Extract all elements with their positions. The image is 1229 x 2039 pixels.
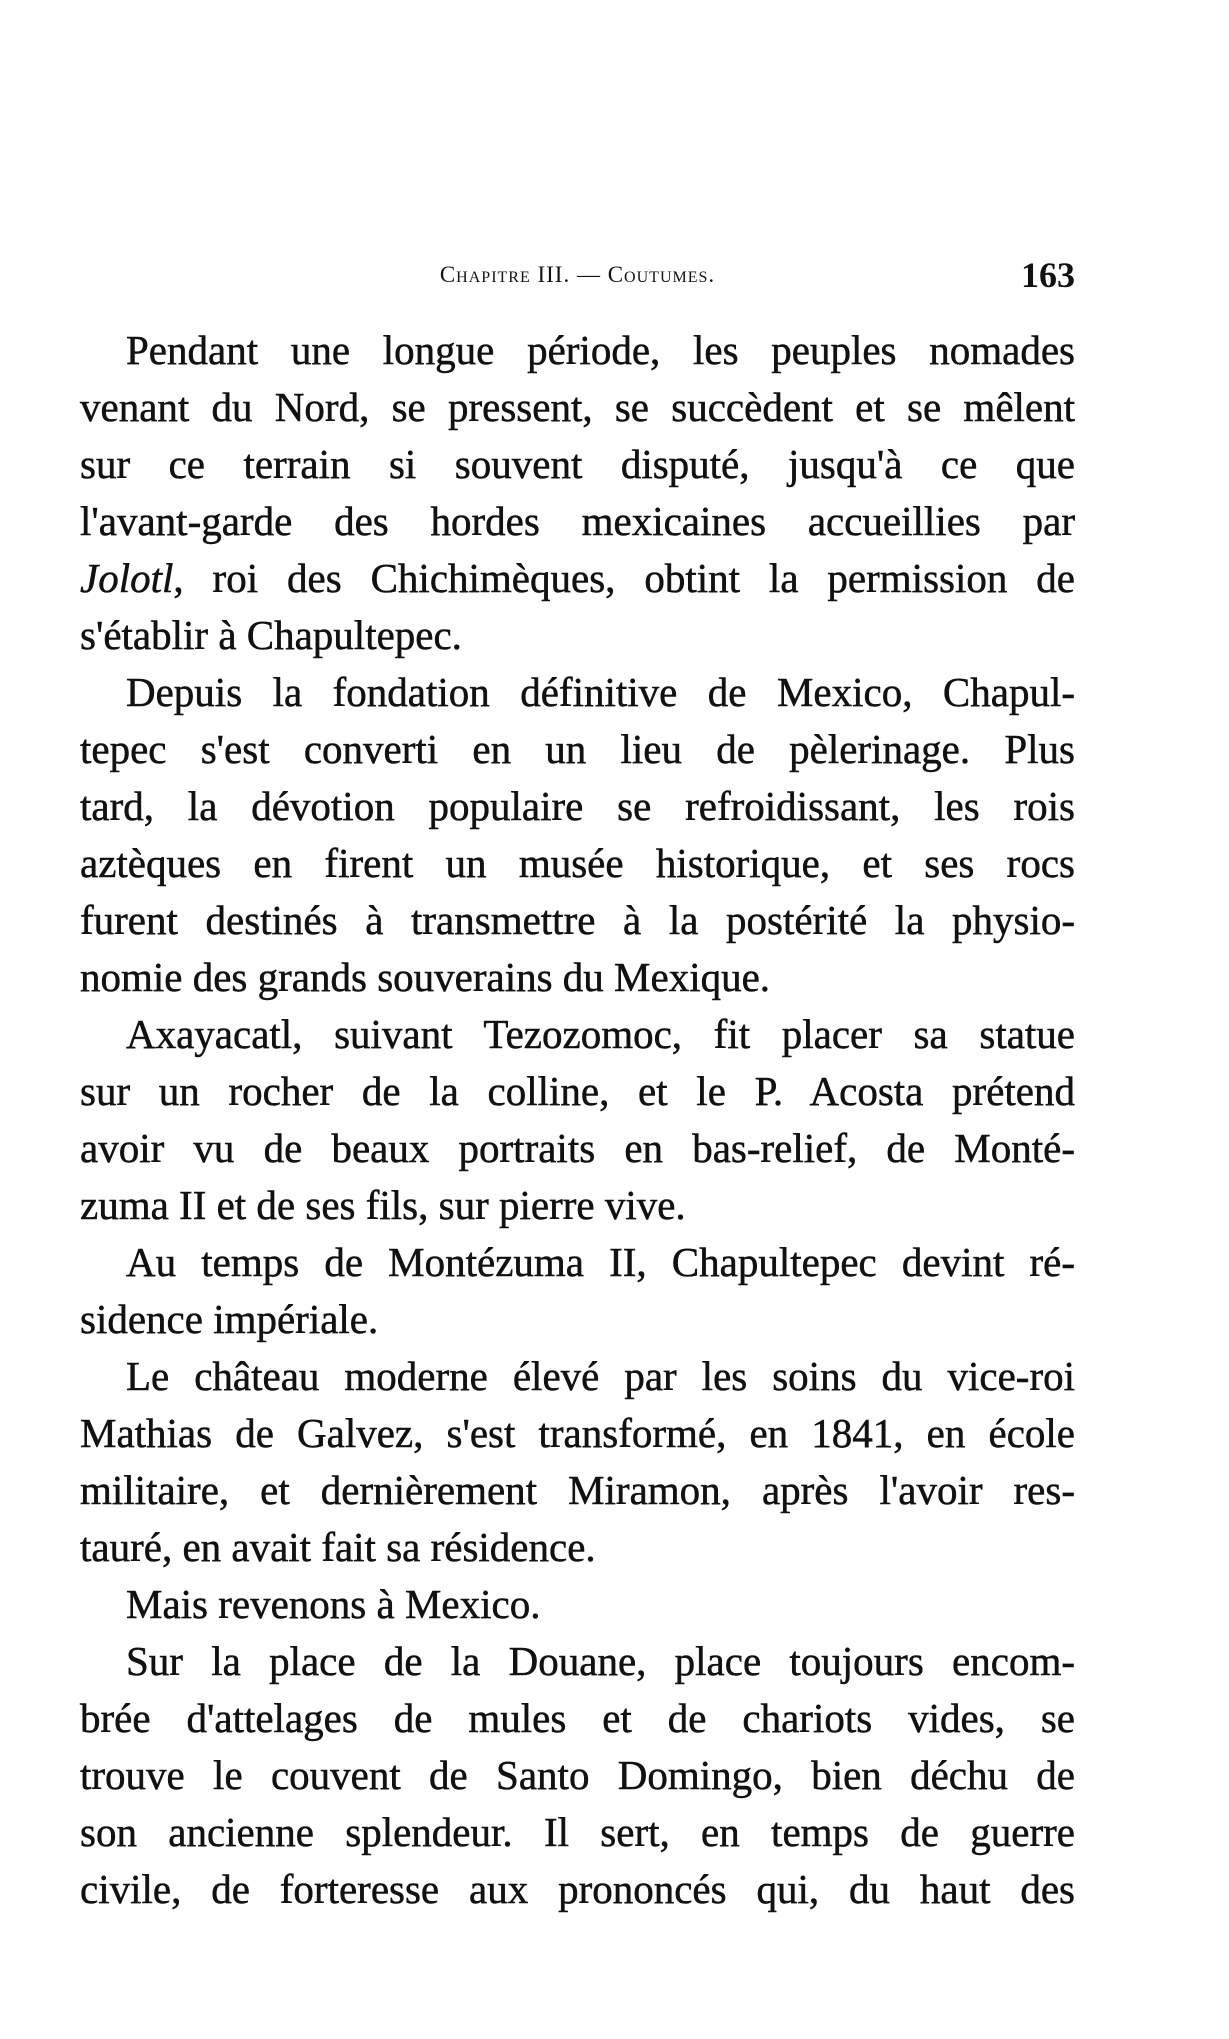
- text-line: nomie des grands souverains du Mexique.: [80, 954, 771, 1000]
- text-line: Pendant une longue période, les peuples nomades: [126, 327, 1075, 373]
- text-line: Au temps de Montézuma II, Chapultepec devint ré-: [126, 1239, 1075, 1285]
- text-line: s'établir à Chapultepec.: [80, 612, 462, 658]
- text-line: tauré, en avait fait sa résidence.: [80, 1524, 596, 1570]
- text-line: l'avant-garde des hordes mexicaines accueillies par: [80, 498, 1075, 544]
- italic-name: Jolotl: [80, 555, 174, 601]
- text-line: Sur la place de la Douane, place toujours encom-: [126, 1638, 1075, 1684]
- text-line: sidence impériale.: [80, 1296, 379, 1342]
- text-line: [80, 550, 1075, 607]
- text-line: aztèques en firent un musée historique, et ses rocs: [80, 840, 1075, 886]
- page-body: [80, 322, 1075, 1918]
- text-line: Mathias de Galvez, s'est transformé, en 1841, en école: [80, 1410, 1075, 1456]
- page-number: 163: [1021, 255, 1075, 295]
- text-line: Mais revenons à Mexico.: [126, 1581, 541, 1627]
- text-line: son ancienne splendeur. Il sert, en temps de guerre: [80, 1809, 1075, 1855]
- running-title: Chapitre III. — Coutumes.: [439, 262, 716, 287]
- text-line: brée d'attelages de mules et de chariots vides, se: [80, 1695, 1075, 1741]
- text-line: sur ce terrain si souvent disputé, jusqu'à ce que: [80, 441, 1075, 487]
- text-line: militaire, et dernièrement Miramon, après l'avoir res-: [80, 1467, 1075, 1513]
- page-header: [80, 255, 1075, 295]
- text-line: avoir vu de beaux portraits en bas-relief, de Monté-: [80, 1125, 1075, 1171]
- text-line: sur un rocher de la colline, et le P. Acosta prétend: [80, 1068, 1075, 1114]
- text-line: Le château moderne élevé par les soins du vice-roi: [126, 1353, 1075, 1399]
- text-fragment: , roi des Chichimèques, obtint la permission de: [173, 555, 1075, 601]
- text-line: Depuis la fondation définitive de Mexico, Chapul-: [126, 669, 1075, 715]
- text-line: trouve le couvent de Santo Domingo, bien déchu de: [80, 1752, 1075, 1798]
- text-line: venant du Nord, se pressent, se succèdent et se mêlent: [80, 384, 1075, 430]
- text-line: civile, de forteresse aux prononcés qui, du haut des: [80, 1866, 1075, 1912]
- text-line: furent destinés à transmettre à la postérité la physio-: [80, 897, 1075, 943]
- text-line: zuma II et de ses fils, sur pierre vive.: [80, 1182, 686, 1228]
- text-line: tepec s'est converti en un lieu de pèlerinage. Plus: [80, 726, 1075, 772]
- text-line: Axayacatl, suivant Tezozomoc, fit placer sa statue: [126, 1011, 1075, 1057]
- text-line: tard, la dévotion populaire se refroidissant, les rois: [80, 783, 1075, 829]
